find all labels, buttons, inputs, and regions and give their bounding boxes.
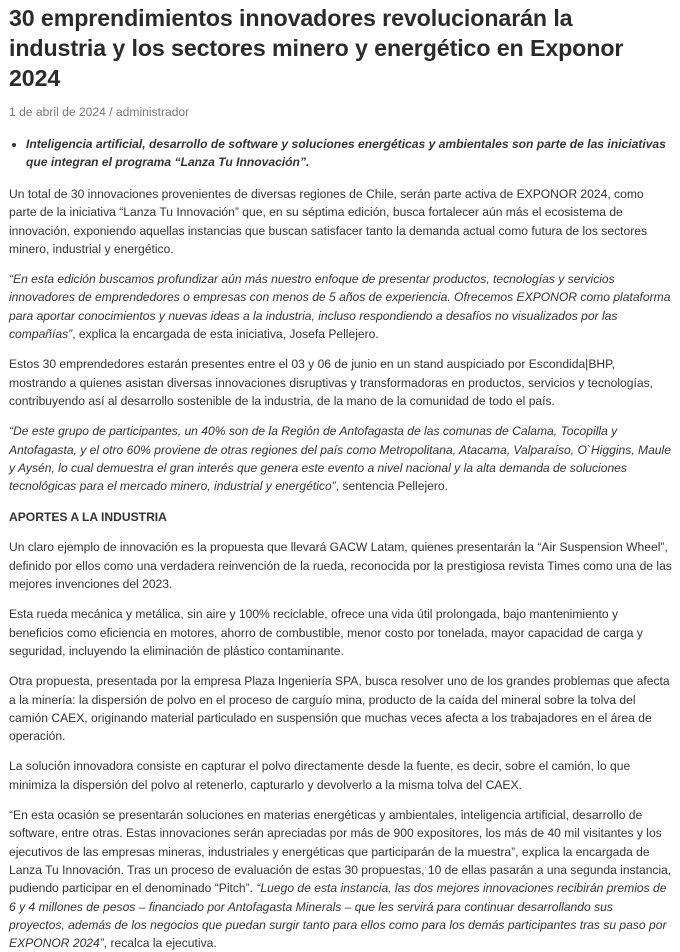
quote-attribution: , recalca la ejecutiva. — [103, 936, 217, 951]
quote-text: “De este grupo de participantes, un 40% son de la Región de Antofagasta de las comunas de Calama, Tocopilla y Antofagasta, y el otro 60% proviene de otras regiones del país como Metropolitana, Atacama, Valparaíso, O`Higgins, Maule y Aysén, lo cual demuestra el gran interés que genera este evento a nivel nacional y la alta demanda de soluciones tecnológicas para el mercado minero, industrial y energético” — [9, 424, 671, 494]
paragraph-closing — [9, 806, 672, 952]
post-date-link[interactable]: 1 de abril de 2024 — [9, 105, 106, 119]
quote-attribution: , sentencia Pellejero. — [335, 479, 448, 494]
post-meta — [9, 104, 672, 120]
quote-text: “Luego de esta instancia, las dos mejores innovaciones recibirán premios de 6 y 4 millones de pesos – financiado por Antofagasta Minerals – que les servirá para continuar desarrollando sus proyectos, además de los negocios que puedan surgir tanto para ellos como para los demás participantes tras su paso por EXPONOR 2024” — [9, 881, 667, 951]
paragraph-gacw: Un claro ejemplo de innovación es la propuesta que llevará GACW Latam, quienes presentarán la “Air Suspension Wheel”, definido por ellos como una verdadera reinvención de la rueda, reconocida por la prestigiosa revista Times como una de las mejores invenciones del 2023. — [9, 540, 672, 592]
paragraph-intro: Un total de 30 innovaciones provenientes de diversas regiones de Chile, serán parte activa de EXPONOR 2024, como parte de la iniciativa “Lanza Tu Innovación” que, en su séptima edición, busca fortalecer aún más el ecosistema de innovación, exponiendo aquellas instancias que buscan satisfacer tanto la demanda actual como futura de los sectores minero, industrial y energético. — [9, 187, 648, 256]
highlights-list — [9, 135, 672, 171]
highlight-item: • Inteligencia artificial, desarrollo de software y soluciones energéticas y ambientales son parte de las iniciativas que integran el programa “Lanza Tu Innovación”. — [26, 135, 672, 171]
closing-text: “En esta ocasión se presentarán soluciones en materias energéticas y ambientales, inteligencia artificial, desarrollo de software, entre otras. Estas innovaciones serán apreciadas por más de 900 expositores, los más de 40 mil visitantes y los ejecutivos de las empresas mineras, industriales y energéticas que participarán de la muestra”, explica la encargada de Lanza Tu Innovación. Tras un proceso de evaluación de estas 30 propuestas, 10 de ellas pasarán a una segunda instancia, pudiendo participar en el denominado “Pitch”. — [9, 808, 672, 896]
quote-text: “En esta edición buscamos profundizar aún más nuestro enfoque de presentar productos, tecnologías y servicios innovadores de emprendedores o empresas con menos de 5 años de experiencia. Ofrecemos EXPONOR como plataforma para aportar conocimientos y nuevas ideas a la industria, incluso respondiendo a desafíos no visualizados por las compañías” — [9, 272, 671, 342]
article — [0, 3, 680, 952]
paragraph-stand: Estos 30 emprendedores estarán presentes entre el 03 y 06 de junio en un stand auspiciado por Escondida|BHP, mostrando a quienes asistan diversas innovaciones disruptivas y transformadoras en productos, servicios y tecnologías, contribuyendo así al desarrollo sostenible de la industria, de la mano de la comunidad de todo el país. — [9, 357, 653, 408]
article-title: 30 emprendimientos innovadores revolucionarán la industria y los sectores minero y energético en Exponor 2024 — [9, 5, 624, 91]
paragraph-solution: La solución innovadora consiste en capturar el polvo directamente desde la fuente, es decir, sobre el camión, lo que minimiza la dispersión del polvo al retenerlo, capturarlo y devolverlo a la misma tolva del CAEX. — [9, 759, 631, 792]
paragraph-quote-2 — [9, 422, 672, 495]
author-link[interactable]: administrador — [115, 105, 190, 119]
quote-attribution: , explica la encargada de esta iniciativa, Josefa Pellejero. — [72, 327, 379, 342]
paragraph-quote-1 — [9, 270, 672, 343]
section-heading: APORTES A LA INDUSTRIA — [9, 510, 167, 525]
meta-separator: / — [105, 105, 116, 119]
paragraph-plaza: Otra propuesta, presentada por la empresa Plaza Ingeniería SPA, busca resolver uno de los grandes problemas que afecta a la minería: la dispersión de polvo en el proceso de carguío mina, producto de la caída del mineral sobre la tolva del camión CAEX, originando material particulado en suspensión que muchas veces afecta a los trabajadores en el área de operación. — [9, 674, 670, 744]
paragraph-wheel: Esta rueda mecánica y metálica, sin aire y 100% reciclable, ofrece una vida útil prolongada, bajo mantenimiento y beneficios como eficiencia en motores, ahorro de combustible, menor costo por tonelada, mayor capacidad de carga y seguridad, incluyendo la eliminación de plástico contaminante. — [9, 607, 643, 658]
